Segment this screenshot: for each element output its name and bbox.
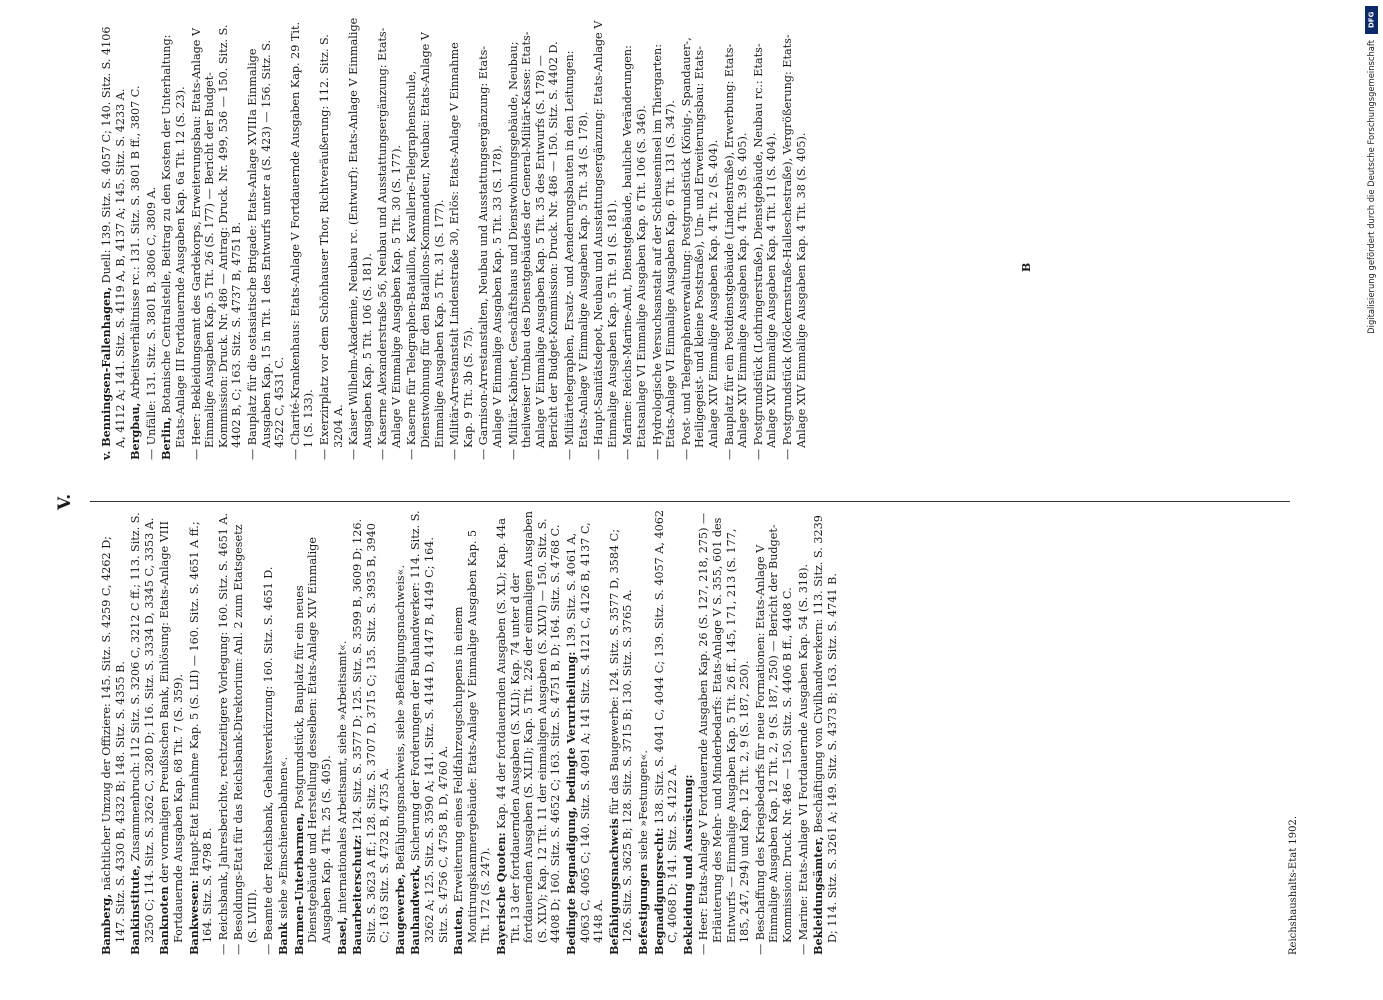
index-entry (752, 15, 779, 460)
entry-text: Zusammenbruch: 112 Sitz. S. 3206 C, 3212 C ff.; 113. Sitz. S. 3250 C; 114. Sitz. S. 3262 C, 3280 D; 116. Sitz. S. 3334 D, 3345 C, 3353 A. (129, 512, 156, 943)
index-entry (100, 510, 127, 955)
dfg-logo: DFG (1365, 6, 1378, 34)
entry-keyword: Befestigungen (635, 863, 650, 955)
entry-text: für das Baugewerbe: 124. Sitz. S. 3577 D, 3584 C; 126. Sitz. S. 3625 B; 128. Sitz. S. 3715 B; 130. Sitz. S. 3765 A. (607, 529, 635, 943)
entry-text: nächtlicher Umzug der Offiziere: 145. Sitz. S. 4259 C, 4262 D; 147. Sitz. S. 4330 B, 4332 B; 148. Sitz. S. 4355 B. (100, 536, 127, 943)
entry-keyword: Bamberg, (99, 893, 113, 955)
digitization-note: Digitalisierung gefördert durch die Deutsche Forschungsgemeinschaft (1366, 40, 1376, 334)
entry-text: Haupt-Etat Einnahme Kap. 5 (S. LII) — 160. Sitz. S. 4651 A ff.; 164. Sitz. S. 4798 B. (187, 521, 215, 943)
index-entry (637, 510, 651, 955)
entry-text: der vormaligen Preußischen Bank, Einlösung: Etats-Anlage VIII Fortdauernde Ausgaben Kap. 68 Tit. 7 (S. 359). (158, 520, 185, 943)
entry-text: — Reichsbank, Jahresberichte, rechtzeitigere Vorlegung: 160. Sitz. S. 4651 A. (216, 512, 230, 955)
index-entry (190, 15, 244, 460)
entry-text: 139. Sitz. S. 4061 A, 4063 C, 4065 C; 140. Sitz. S. 4091 A; 141 Sitz. S. 4121 C, 4126 B, 4137 C, 4148 A. (565, 522, 606, 943)
index-entry (653, 510, 680, 955)
entry-text: — Militärtelegraphen, Ersatz- und Aenderungsbauten in den Leitungen: Etats-Anlage V Einmalige Ausgaben Kap. 5 Tit. 34 (S. 178). (563, 50, 590, 460)
index-entry (347, 15, 374, 460)
entry-text: — Militär-Kabinet, Geschäftshaus und Dienstwohnungsgebäude, Neubau; theilweiser Umbau des Dienstgebäudes der General-Militär-Kasse: Etats-Anlage V Einmalige Ausgaben Kap. 5 Tit. 35 des Entwurfs (S. 178) — Bericht der Budget-Kommission: Druck. Nr. 486 — 150. Sitz. S. 4402 D. (506, 31, 561, 460)
entry-text: — Haupt-Sanitätsdepot, Neubau und Ausstattungsergänzung: Etats-Anlage V Einmalige Ausgaben Kap. 5 Tit. 91 (S. 181). (592, 20, 619, 460)
index-entry (812, 510, 839, 955)
entry-text: Arbeitsverhältnisse rc.: 131. Sitz. S. 3801 B ff., 3807 C. (129, 85, 143, 403)
index-entry (145, 15, 159, 460)
index-entry (563, 15, 590, 460)
index-entry (477, 15, 504, 460)
entry-text: — Heer: Bekleidungsamt des Gardekorps, Erweiterungsbau: Etats-Anlage V Einmalige Ausgaben Kap. 5 Tit. 26 (S. 177) — Bericht der Budget-Kommission: Druck. Nr. 486 — Antrag: Druck. Nr. 499, 536 — 150. Sitz. S. 4402 B, C; 163. Sitz. S. 4737 B, 4751 B. (189, 24, 244, 460)
footer-note: Reichshaushalts-Etat 1902. (1288, 815, 1299, 955)
entry-text: — Postgrundstück (Lothringerstraße), Dienstgebäude, Neubau rc.: Etats-Anlage XIV Einmalige Ausgaben Kap. 4 Tit. 11 (S. 404). (751, 43, 779, 460)
index-entry (651, 15, 678, 460)
entry-text: internationales Arbeitsamt, siehe »Arbeitsamt«. (335, 640, 349, 917)
index-entry (495, 510, 563, 955)
entry-keyword: Bayerische Quoten: (494, 832, 509, 955)
entry-keyword: Bank (276, 922, 291, 955)
left-column (100, 510, 841, 955)
entry-keyword: Barmen-Unterbarmen, (291, 812, 306, 955)
entry-text: — Beamte der Reichsbank, Gehaltsverkürzung: 160. Sitz. S. 4651 D. (261, 566, 275, 955)
index-entry (100, 15, 127, 460)
entry-text: — Heer: Etats-Anlage V Fortdauernde Ausgaben Kap. 26 (S. 127, 218, 275) — Erläuterung des Mehr- und Minderbedarfs: Etats-Anlage V S. 355, 601 des Entwurfs — Einmalige Ausgaben Kap. 5 Tit. 26 ff., 145, 171, 213 (S. 177, 185, 247, 294) und Kap. 12 Tit. 2, 9 (S. 187, 250). (697, 512, 752, 955)
index-entry (723, 15, 750, 460)
entry-keyword: v. Benningsen-Fallenhagen, (99, 286, 113, 460)
entry-text: — Post- und Telegraphenverwaltung: Postgrundstück (König-, Spandauer-, Heiligegeist- und kleine Poststraße), Um- und Erweiterungsbau: Etats-Anlage XIV Einmalige Ausgaben Kap. 4 Tit. 2 (S. 404). (679, 37, 720, 460)
entry-text: Duell: 139. Sitz. S. 4057 C; 140. Sitz. S. 4106 A, 4112 A; 141. Sitz. S. 4119 A, B, 4137 A; 145. Sitz. S. 4233 A. (100, 26, 127, 448)
entry-keyword: Begnadigungsrecht: (651, 827, 666, 955)
entry-keyword: Bauten, (451, 905, 466, 955)
index-entry (246, 15, 287, 460)
index-entry (188, 510, 215, 955)
index-entry (277, 510, 291, 955)
entry-keyword: Bergbau, (128, 402, 143, 460)
entry-keyword: Baugewerbe, (392, 873, 407, 955)
index-entry (262, 510, 276, 955)
entry-keyword: Banknoten (157, 886, 172, 955)
index-entry (394, 510, 408, 955)
index-entry (682, 510, 696, 955)
index-entry (781, 15, 808, 460)
entry-text: — Hydrologische Versuchsanstalt auf der Schleuseninsel im Thiergarten: Etats-Anlage VI Einmalige Ausgaben Kap. 6 Tit. 131 (S. 347). (650, 44, 678, 460)
index-entry (289, 15, 316, 460)
entry-text: — Kaiser Wilhelm-Akademie, Neubau rc. (Entwurf): Etats-Anlage V Einmalige Ausgaben Kap. 5 Tit. 106 (S. 181). (347, 17, 374, 460)
entry-keyword: Basel, (334, 916, 349, 955)
signature-letter: B (1020, 262, 1033, 272)
entry-keyword: Berlin, (159, 417, 174, 460)
index-entry (608, 510, 635, 955)
entry-text: — Unfälle: 131. Sitz. S. 3801 B, 3806 C, 3809 A. (144, 186, 158, 460)
right-column (100, 15, 810, 460)
index-entry (565, 510, 606, 955)
index-entry (448, 15, 475, 460)
entry-text: Beschäftigung von Civilhandwerkern: 113. Sitz. S. 3239 D; 114. Sitz. S. 3261 A; 149. Sitz. S. 4373 B; 163. Sitz. S. 4741 B. (812, 515, 839, 943)
entry-text: — Besoldungs-Etat für das Reichsbank-Direktorium: Anl. 2 zum Etatsgesetz (S. LVIII). (232, 524, 259, 955)
entry-text: siehe »Einschienenbahnen«. (277, 756, 291, 923)
entry-text: — Postgrundstück (Möckernstraße-Halleschestraße), Vergrößerung: Etats-Anlage XIV Einmalige Ausgaben Kap. 4 Tit. 38 (S. 405). (780, 34, 808, 460)
entry-keyword: Bekleidung und Ausrüstung: (680, 774, 695, 955)
entry-keyword: Bedingte Begnadigung, bedingte Verurtheilung: (564, 651, 578, 955)
index-entry (336, 510, 350, 955)
digitization-strip (1363, 0, 1383, 1000)
entry-text: Befähigungsnachweis, siehe »Befähigungsnachweis«. (393, 564, 407, 874)
index-entry (754, 510, 795, 955)
index-entry (217, 510, 231, 955)
entry-text: Postgrundstück, Bauplatz für ein neues Dienstgebäude und Herstellung desselben: Etats-Anlage XIV Einmalige Ausgaben Kap. 4 Tit. 25 (S. 405). (292, 537, 333, 943)
index-entry (318, 15, 345, 460)
index-entry (129, 510, 156, 955)
entry-text: siehe »Festungen«. (636, 750, 650, 864)
entry-text: — Garnison-Arrestanstalten, Neubau und Ausstattungsergänzung: Etats-Anlage V Einmalige Ausgaben Kap. 5 Tit. 33 (S. 178). (477, 45, 505, 460)
entry-text: Kap. 44 der fortdauernden Ausgaben (S. XL); Kap. 44a Tit. 13 der fortdauernden Ausgaben (S. XLI); Kap. 74 unter d der fortdauernden Ausgaben (S. XLII); Kap. 5 Tit. 226 der einmaligen Ausgaben (S. XLV); Kap. 12 Tit. 11 der einmaligen Ausgaben (S. XLVI) — 150. Sitz. S. 4408 D; 160. Sitz. S. 4652 C; 163. Sitz. S. 4751 B, D; 164. Sitz. S. 4768 C. (495, 511, 563, 943)
index-entry (376, 15, 403, 460)
entry-text: — Bauplatz für die ostasiatische Brigade: Etats-Anlage XVIIIa Einmalige Ausgaben Kap. 15 in Tit. 1 des Entwurfs unter a (S. 423) — 156. Sitz. S. 4522 C, 4531 C. (245, 39, 287, 460)
index-entry (293, 510, 334, 955)
entry-text: — Militär-Arrestanstalt Lindenstraße 30, Erlös: Etats-Anlage V Einnahme Kap. 9 Tit. 3b (S. 75). (448, 42, 475, 460)
entry-text: Sicherung der Forderungen der Bauhandwerker: 114. Sitz. S. 3262 A; 125. Sitz. S. 3590 A; 141. Sitz. S. 4144 D, 4147 B, 4149 C; 164. Sitz. S. 4756 C, 4758 B, D, 4760 A. (409, 510, 450, 943)
index-entry (158, 510, 185, 955)
entry-keyword: Bankwesen: (186, 879, 201, 955)
entry-text: — Kaserne Alexanderstraße 56, Neubau und Ausstattungsergänzung: Etats-Anlage V Einmalige Ausgaben Kap. 5 Tit. 30 (S. 177). (376, 27, 403, 460)
entry-keyword: Bankinstitute, (128, 864, 143, 955)
index-entry (129, 15, 143, 460)
index-entry (621, 15, 648, 460)
index-entry (351, 510, 392, 955)
entry-text: Erweiterung eines Feldfahrzeugschuppens in einem Montirungskammergebäude: Etats-Anlage V Einmalige Ausgaben Kap. 5 Tit. 172 (S. 247). (452, 529, 493, 943)
index-entry (697, 510, 751, 955)
index-entry (160, 15, 187, 460)
entry-text: — Kaserne für Telegraphen-Bataillon, Kavallerie-Telegraphenschule, Dienstwohnung für den Bataillons-Kommandeur, Neubau: Etats-Anlage V Einmalige Ausgaben Kap. 5 Tit. 31 (S. 177). (405, 32, 446, 460)
index-entry (592, 15, 619, 460)
entry-text: — Exerzirplatz vor dem Schönhauser Thor, Richtveräußerung: 112. Sitz. S. 3204 A. (317, 34, 345, 460)
entry-text: — Marine: Reichs-Marine-Amt, Dienstgebäude, bauliche Veränderungen: Etatsanlage VI Einmalige Ausgaben Kap. 6 Tit. 106 (S. 346). (621, 45, 648, 460)
index-entry (409, 510, 450, 955)
entry-text: — Charité-Krankenhaus: Etats-Anlage V Fortdauernde Ausgaben Kap. 29 Tit. 1 (S. 133). (288, 21, 316, 460)
entry-keyword: Bekleidungsämter, (811, 836, 826, 955)
index-entry (452, 510, 493, 955)
index-entry (797, 510, 811, 955)
entry-text: — Marine: Etats-Anlage VI Fortdauernde Ausgaben Kap. 54 (S. 318). (796, 563, 810, 955)
page-letter-heading: V. (55, 493, 75, 510)
entry-keyword: Bauarbeiterschutz: (350, 834, 365, 955)
entry-text: — Beschaffung des Kriegsbedarfs für neue Formationen: Etats-Anlage V Einmalige Ausgaben Kap. 12 Tit. 2, 9 (S. 187, 250) — Bericht der Budget-Kommission: Druck. Nr. 486 — 150. Sitz. S. 4406 B ff., 4408 C. (753, 524, 794, 955)
entry-text: Botanische Centralstelle, Beitrag zu den Kosten der Unterhaltung: Etats-Anlage III Fortdauernde Ausgaben Kap. 6a Tit. 12 (S. 23). (160, 34, 187, 448)
entry-keyword: Befähigungsnachweis (606, 818, 621, 955)
column-divider (90, 501, 1290, 502)
entry-keyword: Bauhandwerk, (408, 864, 423, 955)
entry-text: — Bauplatz für ein Postdienstgebäude (Lindenstraße), Erwerbung: Etats-Anlage XIV Einmalige Ausgaben Kap. 4 Tit. 39 (S. 405). (722, 43, 750, 460)
index-entry (680, 15, 721, 460)
index-entry (405, 15, 446, 460)
index-entry (232, 510, 259, 955)
entry-text: 124. Sitz. S. 3577 D; 125. Sitz. S. 3599 B, 3609 D; 126. Sitz. S. 3623 A ff.; 128. Sitz. S. 3707 D, 3715 C; 135. Sitz. S. 3935 B, 3940 C; 163 Sitz. S. 4732 B, 4735 A. (351, 518, 392, 943)
index-entry (507, 15, 561, 460)
entry-text: 138. Sitz. S. 4041 C, 4044 C; 139. Sitz. S. 4057 A, 4062 C, 4068 D; 141. Sitz. S. 4122 A. (652, 510, 680, 943)
